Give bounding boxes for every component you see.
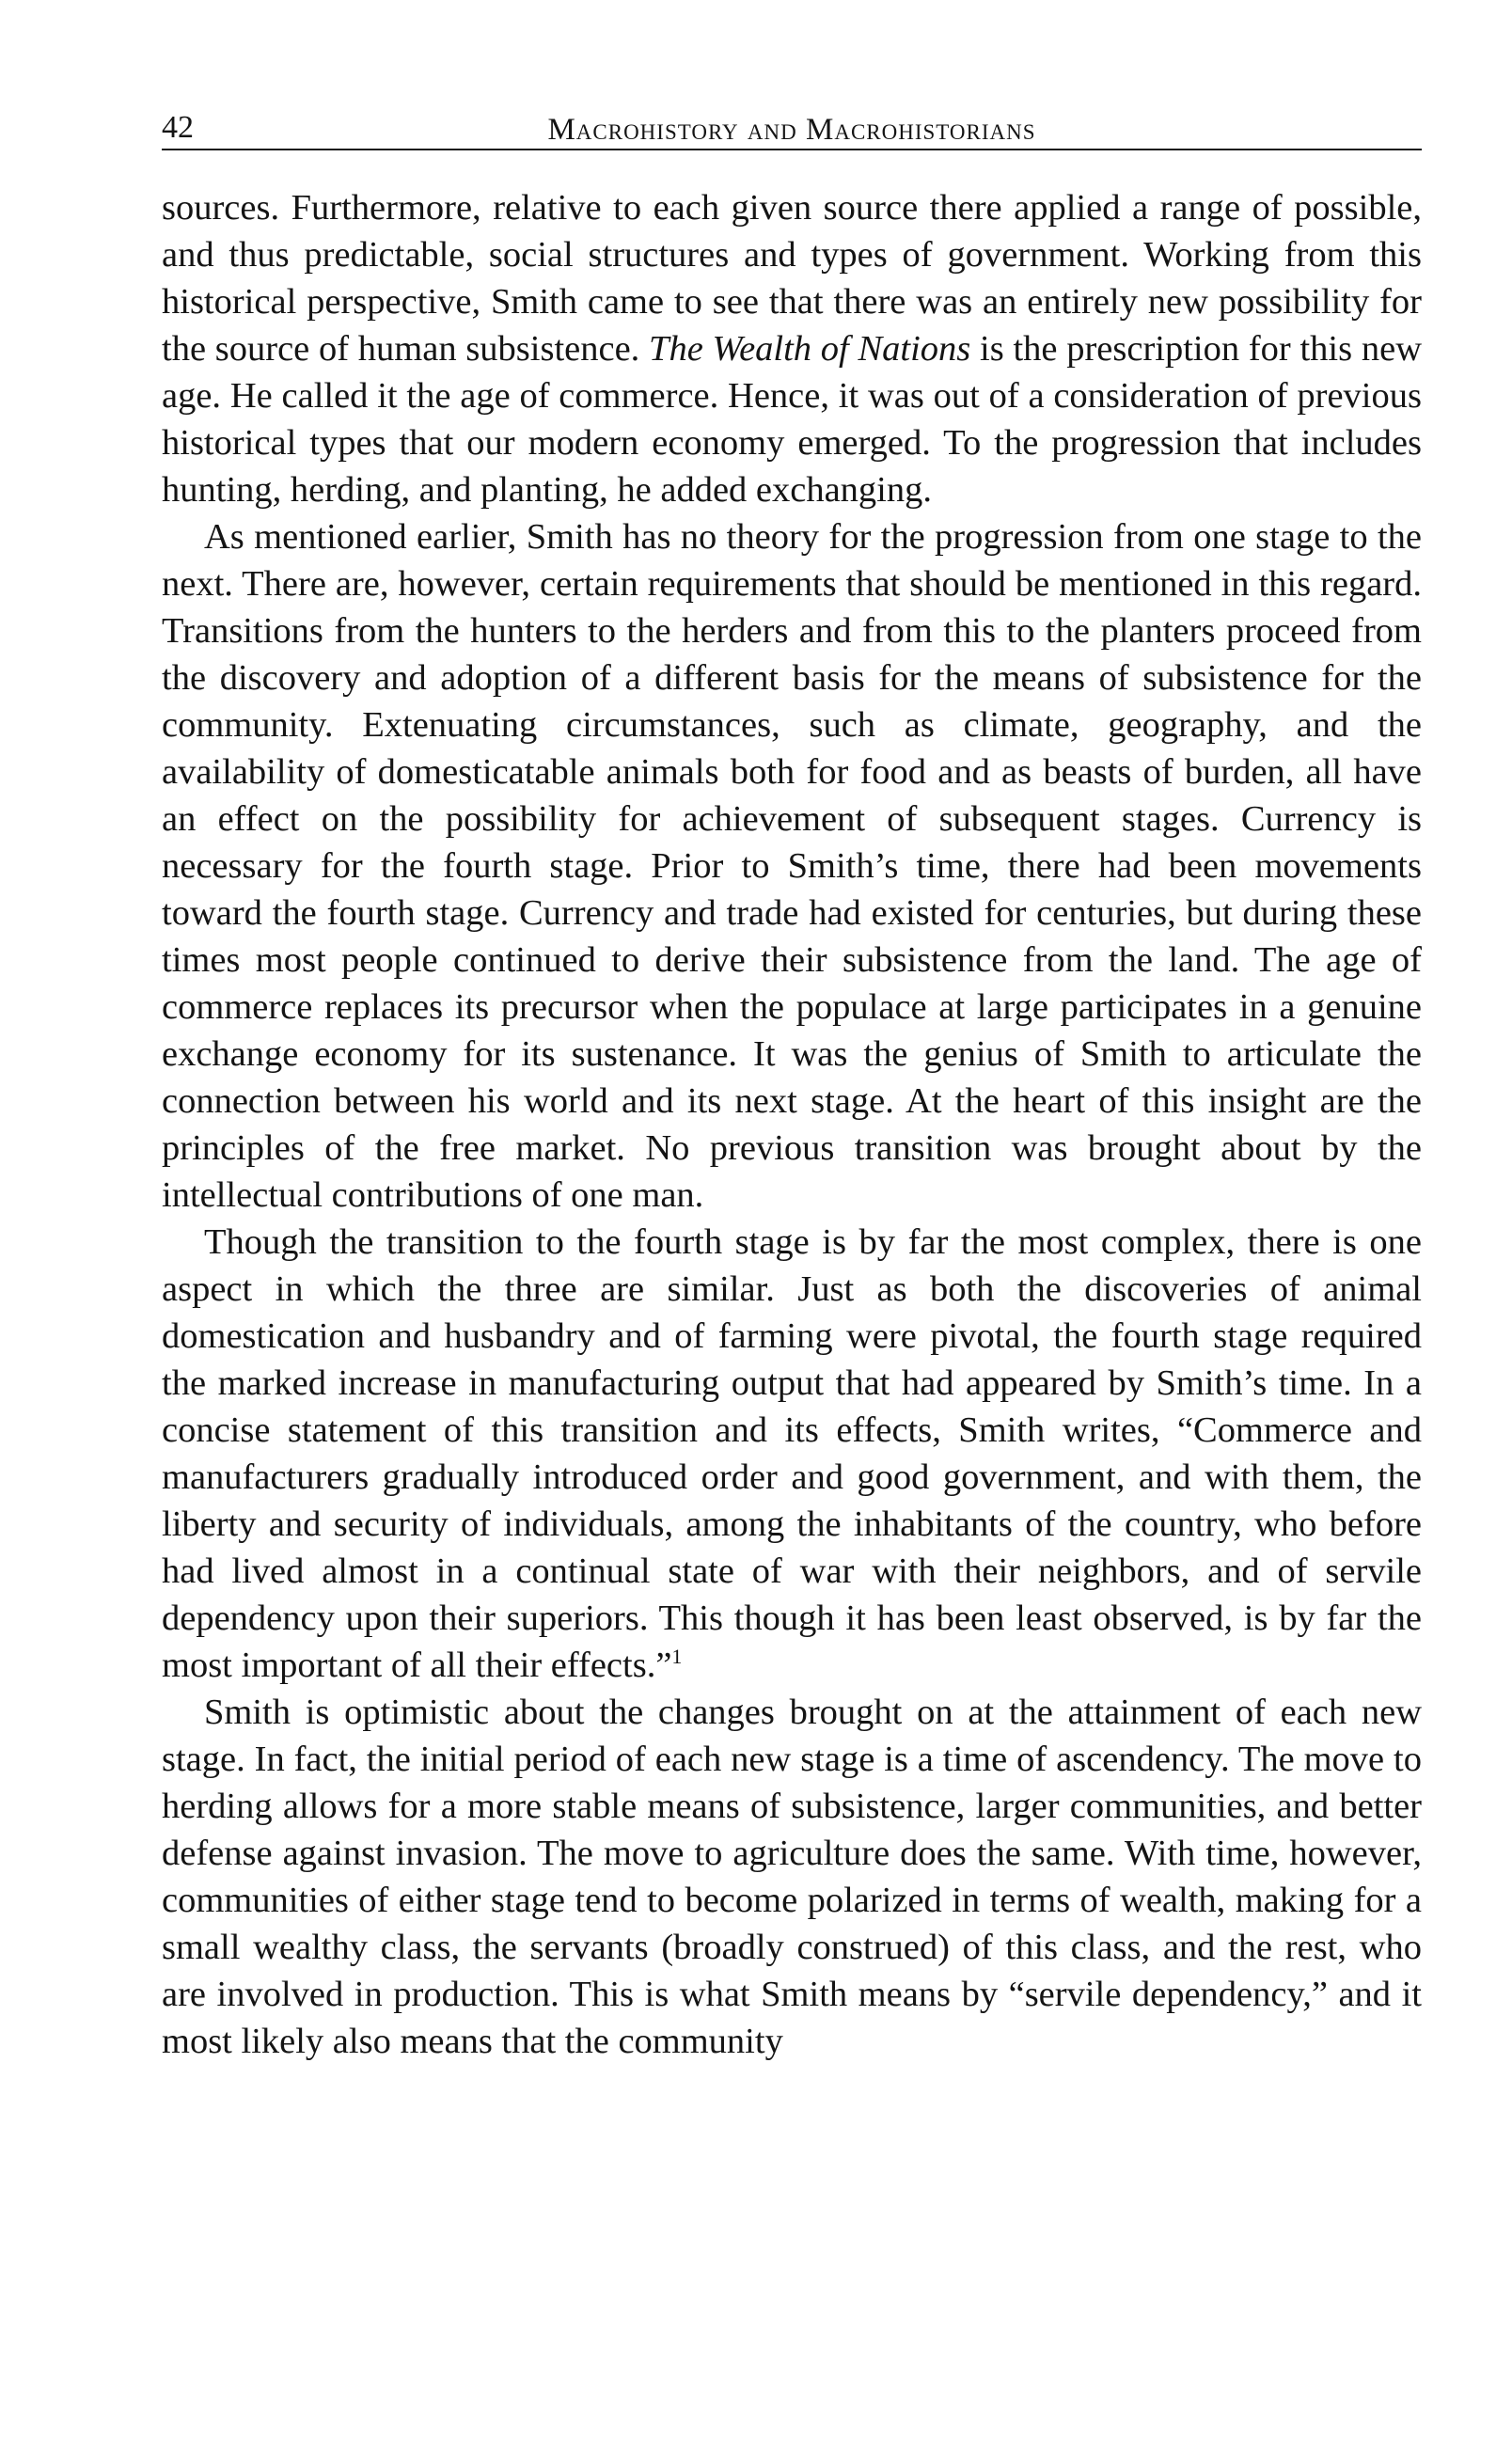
book-title: The Wealth of Nations [649, 329, 971, 369]
page-number: 42 [162, 110, 194, 145]
body-text [162, 184, 1422, 2065]
running-title: Macrohistory and Macrohistorians [547, 113, 1036, 147]
paragraph [162, 1689, 1422, 2065]
text-run: Smith is optimistic about the changes brought on at the attainment of each new stage. In fact, the initial period of each new stage is a time of ascendency. The move to herding allows for a more stable means of subsistence, larger communities, and better defense against invasion. The move to agriculture does the same. With time, however, communities of either stage tend to become polarized in terms of wealth, making for a small wealthy class, the servants (broadly construed) of this class, and the rest, who are involved in production. This is what Smith means by “servile dependency,” and it most likely also means that the community [162, 1693, 1422, 2061]
paragraph [162, 184, 1422, 513]
text-run: As mentioned earlier, Smith has no theory for the progression from one stage to the next. There are, however, certain requirements that should be mentioned in this regard. Transitions from the hunters to the herders and from this to the planters proceed from the discovery and adoption of a different basis for the means of subsistence for the community. Extenuating circumstances, such as climate, geography, and the availability of domesticatable animals both for food and as beasts of burden, all have an effect on the possibility for achievement of subsequent stages. Currency is necessary for the fourth stage. Prior to Smith’s time, there had been movements toward the fourth stage. Currency and trade had existed for centuries, but during these times most people continued to derive their subsistence from the land. The age of commerce replaces its precursor when the populace at large participates in a genuine exchange economy for its sustenance. It was the genius of Smith to articulate the connection between his world and its next stage. At the heart of this insight are the principles of the free market. No previous transition was brought about by the intellectual contributions of one man. [162, 517, 1422, 1215]
text-run: sources. Furthermore, relative to each given source there applied a range of possible, and thus predictable, social structures and types of government. Working from this historical perspective, Smith came to see that there was an entirely new possibility for the source of human subsistence. [162, 188, 1422, 369]
text-run: is the prescription for this new age. He called it the age of commerce. Hence, it was out of a consideration of previous historical types that our modern economy emerged. To the progression that includes hunting, herding, and planting, he added exchanging. [162, 329, 1422, 510]
paragraph [162, 513, 1422, 1219]
paragraph [162, 1219, 1422, 1689]
running-head [162, 105, 1422, 150]
footnote-marker: 1 [671, 1645, 683, 1669]
text-run: Though the transition to the fourth stage is by far the most complex, there is one aspect in which the three are similar. Just as both the discoveries of animal domestication and husbandry and of farming were pivotal, the fourth stage required the marked increase in manufacturing output that had appeared by Smith’s time. In a concise statement of this transition and its effects, Smith writes, “Commerce and manufacturers gradually introduced order and good government, and with them, the liberty and security of individuals, among the inhabitants of the country, who before had lived almost in a continual state of war with their neighbors, and of servile dependency upon their superiors. This though it has been least observed, is by far the most important of all their effects.” [162, 1222, 1422, 1685]
